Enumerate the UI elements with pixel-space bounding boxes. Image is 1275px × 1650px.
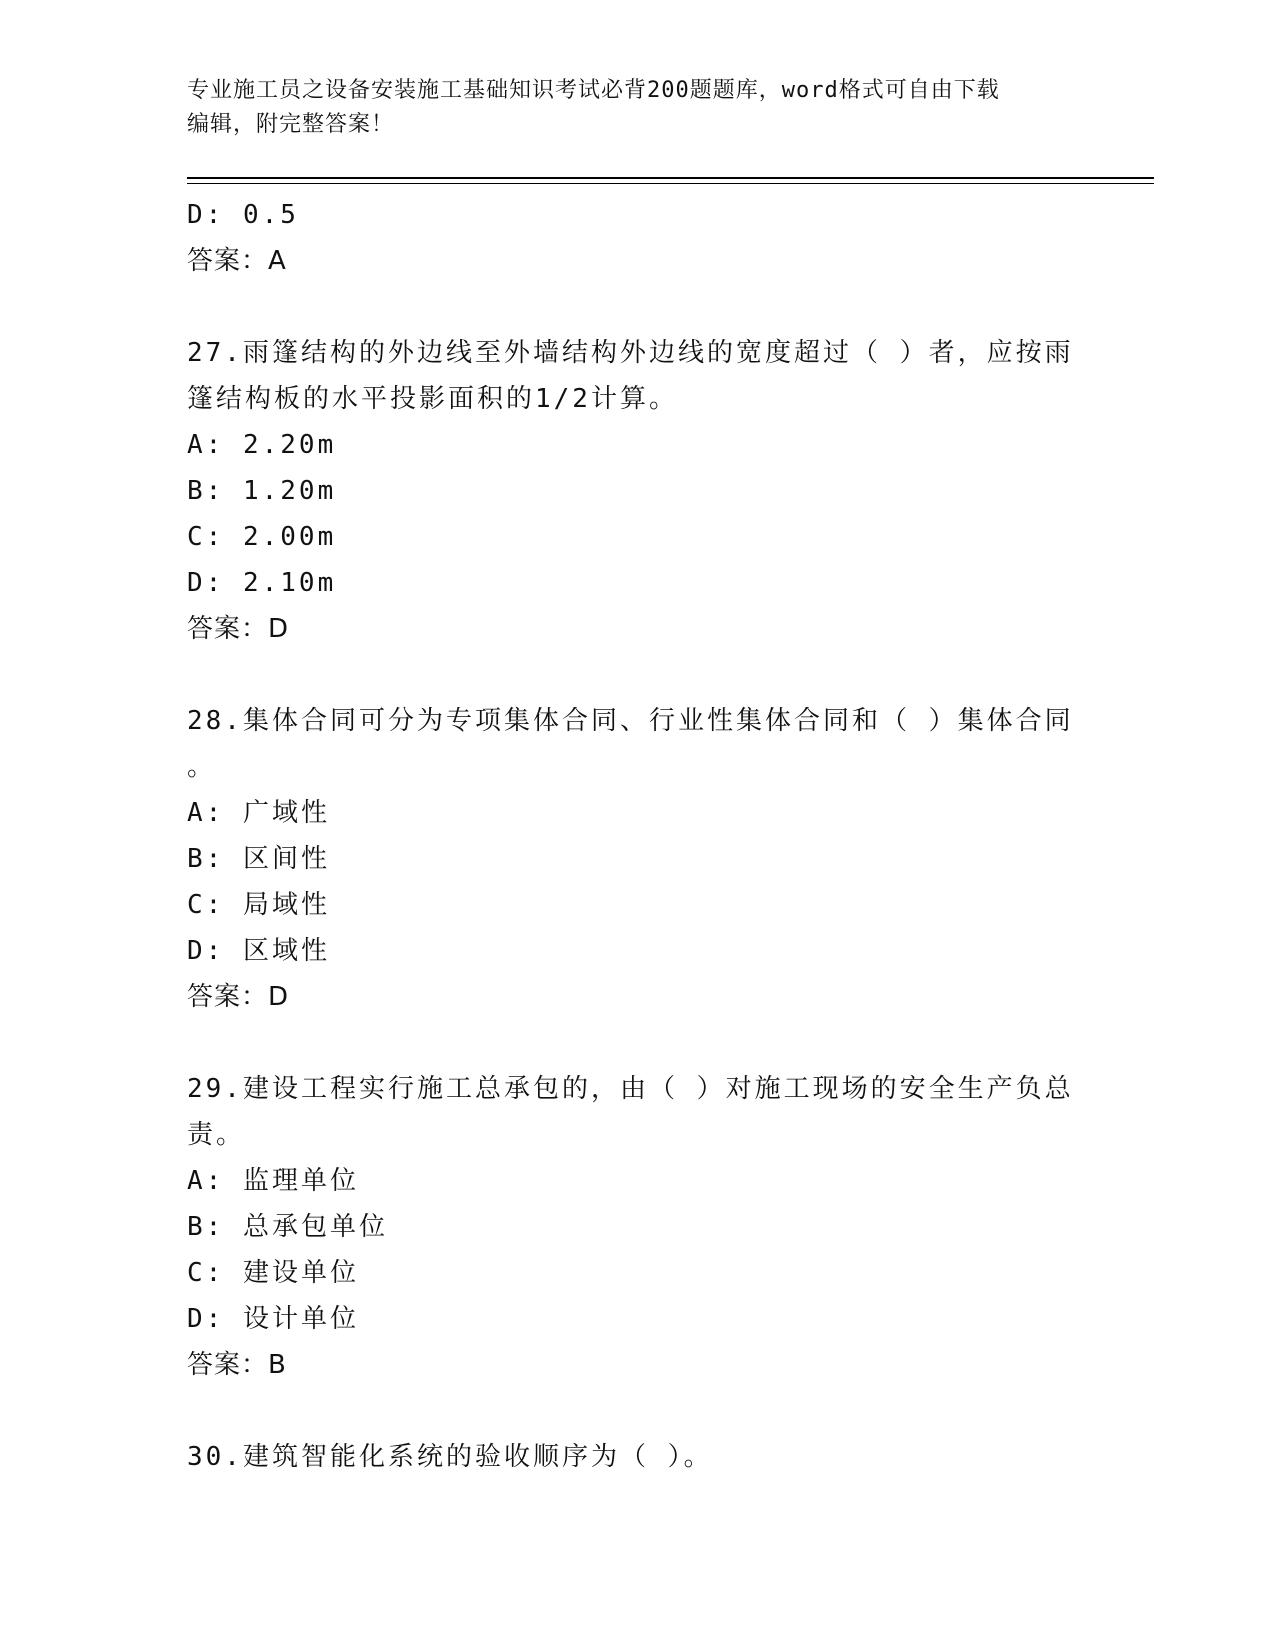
header-divider-thin: [187, 183, 1154, 184]
question-stem-line: 27.雨篷结构的外边线至外墙结构外边线的宽度超过（ ）者，应按雨: [187, 338, 1074, 368]
option-c: C: 2.00m: [187, 522, 337, 552]
option-a: A: 监理单位: [187, 1166, 359, 1196]
header-divider-thick: [187, 177, 1154, 179]
question-stem-line: 。: [187, 752, 217, 782]
option-d: D: 区域性: [187, 936, 330, 966]
option-c: C: 建设单位: [187, 1258, 359, 1288]
option-d: D: 2.10m: [187, 568, 337, 598]
option-a: A: 广域性: [187, 798, 330, 828]
option-b: B: 区间性: [187, 844, 330, 874]
question-stem-line: 篷结构板的水平投影面积的1/2计算。: [187, 384, 678, 414]
question-list: [187, 192, 1074, 1480]
answer: 答案：D: [187, 982, 290, 1012]
header-line-2: 编辑，附完整答案！: [187, 112, 395, 137]
question-stem-line: 29.建设工程实行施工总承包的，由（ ）对施工现场的安全生产负总: [187, 1074, 1074, 1104]
question-stem-line: 28.集体合同可分为专项集体合同、行业性集体合同和（ ）集体合同: [187, 706, 1074, 736]
question-stem-line: 30.建筑智能化系统的验收顺序为（ ）。: [187, 1442, 713, 1472]
option-b: B: 1.20m: [187, 476, 337, 506]
question-29: [187, 1066, 1074, 1388]
prev-answer: 答案：A: [187, 246, 287, 276]
option-d: D: 设计单位: [187, 1304, 359, 1334]
spacer: [187, 284, 1067, 330]
answer: 答案：D: [187, 614, 290, 644]
question-30: [187, 1434, 1067, 1480]
spacer: [187, 652, 1067, 698]
question-28: [187, 698, 1074, 1020]
spacer: [187, 1388, 1067, 1434]
spacer: [187, 1020, 1067, 1066]
document-header: [187, 74, 1067, 142]
prev-option-d: D: 0.5: [187, 200, 299, 230]
answer: 答案：B: [187, 1350, 287, 1380]
option-c: C: 局域性: [187, 890, 330, 920]
option-a: A: 2.20m: [187, 430, 337, 460]
option-b: B: 总承包单位: [187, 1212, 388, 1242]
header-line-1: 专业施工员之设备安装施工基础知识考试必背200题题库，word格式可自由下载: [187, 78, 1000, 103]
question-27: [187, 330, 1074, 652]
question-stem-line: 责。: [187, 1120, 246, 1150]
